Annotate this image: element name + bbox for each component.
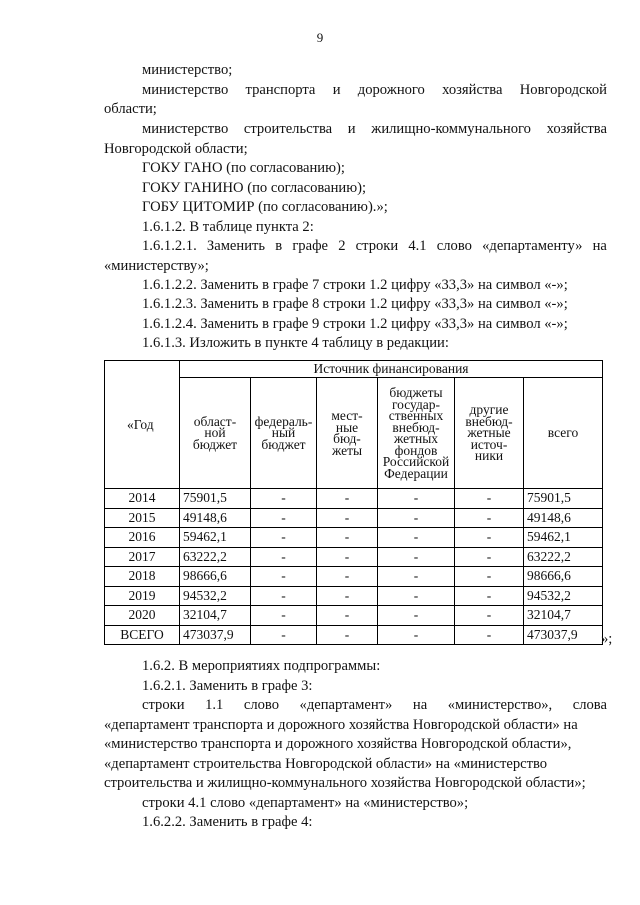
text-line: «департамент строительства Новгородской области» на «министерство: [104, 756, 548, 772]
column-header: всего: [524, 378, 603, 489]
value-cell: -: [378, 528, 455, 548]
text-line: «министерство транспорта и дорожного хозяйства Новгородской области»,: [104, 736, 572, 752]
page-number: 9: [316, 30, 324, 45]
value-cell: -: [317, 625, 378, 645]
text-line: 1.6.1.2. В таблице пункта 2:: [142, 219, 314, 235]
value-cell: -: [251, 606, 317, 626]
justified-line: [142, 81, 607, 99]
table-row: [105, 508, 603, 528]
word: слова: [572, 697, 607, 713]
justified-line: [142, 120, 607, 138]
text-line: ГОБУ ЦИТОМИР (по согласованию).»;: [142, 199, 388, 215]
justified-line: [142, 237, 607, 255]
value-cell: -: [378, 489, 455, 509]
table-row: [105, 567, 603, 587]
text-line: 1.6.1.2.2. Заменить в графе 7 строки 1.2 цифру «33,3» на символ «-»;: [142, 277, 568, 293]
value-cell: -: [251, 528, 317, 548]
value-cell: -: [455, 508, 524, 528]
year-cell: 2017: [105, 547, 180, 567]
value-cell: 98666,6: [180, 567, 251, 587]
year-header: «Год: [105, 361, 180, 489]
value-cell: 94532,2: [180, 586, 251, 606]
value-cell: -: [317, 508, 378, 528]
text-line: министерство;: [142, 62, 233, 78]
text-line: Новгородской области;: [104, 141, 248, 157]
value-cell: -: [455, 625, 524, 645]
table-row: [105, 547, 603, 567]
word: транспорта: [245, 82, 316, 98]
value-cell: -: [251, 489, 317, 509]
word: «департамент»: [299, 697, 393, 713]
word: «департаменту»: [482, 238, 583, 254]
word: «министерство»,: [447, 697, 553, 713]
word: строки: [355, 238, 399, 254]
word: строительства: [243, 121, 333, 137]
value-cell: 49148,6: [180, 508, 251, 528]
justified-line: [142, 696, 607, 714]
word: министерство: [142, 82, 229, 98]
table-row: [105, 625, 603, 645]
word: в: [275, 238, 283, 254]
year-cell: 2016: [105, 528, 180, 548]
word: 4.1: [408, 238, 427, 254]
value-cell: -: [251, 625, 317, 645]
word: дорожного: [357, 82, 425, 98]
word: хозяйства: [546, 121, 607, 137]
value-cell: -: [378, 625, 455, 645]
column-header: другие внебюд- жетные источ- ники: [455, 378, 524, 489]
value-cell: -: [378, 508, 455, 528]
value-cell: -: [378, 586, 455, 606]
text-line: «министерству»;: [104, 258, 209, 274]
text-line: 1.6.2.2. Заменить в графе 4:: [142, 814, 313, 830]
value-cell: -: [317, 606, 378, 626]
table-row: [105, 528, 603, 548]
text-line: 1.6.1.2.3. Заменить в графе 8 строки 1.2 цифру «33,3» на символ «-»;: [142, 296, 568, 312]
value-cell: 75901,5: [524, 489, 603, 509]
text-line: строки 4.1 слово «департамент» на «министерство»;: [142, 795, 469, 811]
text-line: 1.6.1.3. Изложить в пункте 4 таблицу в редакции:: [142, 335, 449, 351]
word: слово: [243, 697, 279, 713]
word: строки: [142, 697, 185, 713]
value-cell: 32104,7: [180, 606, 251, 626]
value-cell: -: [455, 547, 524, 567]
value-cell: -: [378, 606, 455, 626]
value-cell: 63222,2: [180, 547, 251, 567]
word: 2: [338, 238, 346, 254]
value-cell: 94532,2: [524, 586, 603, 606]
word: Заменить: [206, 238, 266, 254]
word: 1.6.1.2.1.: [142, 238, 197, 254]
value-cell: -: [455, 586, 524, 606]
value-cell: -: [455, 489, 524, 509]
year-cell: 2018: [105, 567, 180, 587]
text-line: строительства и жилищно-коммунального хозяйства Новгородской области»;: [104, 775, 586, 791]
column-header: федераль- ный бюджет: [251, 378, 317, 489]
text-line: 1.6.2.1. Заменить в графе 3:: [142, 678, 313, 694]
word: и: [347, 121, 356, 137]
value-cell: -: [378, 567, 455, 587]
value-cell: -: [317, 567, 378, 587]
value-cell: 59462,1: [180, 528, 251, 548]
value-cell: 75901,5: [180, 489, 251, 509]
value-cell: 473037,9: [524, 625, 603, 645]
value-cell: 63222,2: [524, 547, 603, 567]
word: Новгородской: [519, 82, 607, 98]
value-cell: -: [317, 528, 378, 548]
year-cell: 2015: [105, 508, 180, 528]
value-cell: -: [251, 508, 317, 528]
funding-table: [104, 360, 603, 645]
value-cell: 473037,9: [180, 625, 251, 645]
value-cell: 49148,6: [524, 508, 603, 528]
word: министерство: [142, 121, 229, 137]
year-cell: 2020: [105, 606, 180, 626]
word: на: [412, 697, 428, 713]
word: хозяйства: [442, 82, 503, 98]
word: 1.1: [205, 697, 224, 713]
word: и: [332, 82, 341, 98]
table-row: [105, 489, 603, 509]
value-cell: -: [317, 547, 378, 567]
text-line: 1.6.2. В мероприятиях подпрограммы:: [142, 658, 381, 674]
value-cell: -: [455, 567, 524, 587]
word: жилищно-коммунального: [371, 121, 531, 137]
value-cell: 98666,6: [524, 567, 603, 587]
column-header: мест- ные бюд- жеты: [317, 378, 378, 489]
value-cell: 32104,7: [524, 606, 603, 626]
year-cell: ВСЕГО: [105, 625, 180, 645]
table-closing-quote: »;: [601, 631, 613, 647]
table-row: [105, 586, 603, 606]
column-header: бюджеты государ- ственных внебюд- жетных фондов Российской Федерации: [378, 378, 455, 489]
column-header: област- ной бюджет: [180, 378, 251, 489]
text-line: ГОКУ ГАНО (по согласованию);: [142, 160, 345, 176]
text-line: 1.6.1.2.4. Заменить в графе 9 строки 1.2 цифру «33,3» на символ «-»;: [142, 316, 568, 332]
value-cell: -: [251, 547, 317, 567]
value-cell: -: [251, 567, 317, 587]
year-cell: 2014: [105, 489, 180, 509]
group-header: Источник финансирования: [180, 361, 603, 378]
value-cell: -: [251, 586, 317, 606]
value-cell: -: [455, 606, 524, 626]
text-line: области;: [104, 101, 157, 117]
text-line: «департамент транспорта и дорожного хозяйства Новгородской области» на: [104, 717, 578, 733]
value-cell: -: [378, 547, 455, 567]
table-row: [105, 606, 603, 626]
word: графе: [292, 238, 329, 254]
value-cell: -: [455, 528, 524, 548]
value-cell: -: [317, 586, 378, 606]
word: слово: [436, 238, 472, 254]
value-cell: -: [317, 489, 378, 509]
year-cell: 2019: [105, 586, 180, 606]
value-cell: 59462,1: [524, 528, 603, 548]
text-line: ГОКУ ГАНИНО (по согласованию);: [142, 180, 367, 196]
word: на: [592, 238, 607, 254]
